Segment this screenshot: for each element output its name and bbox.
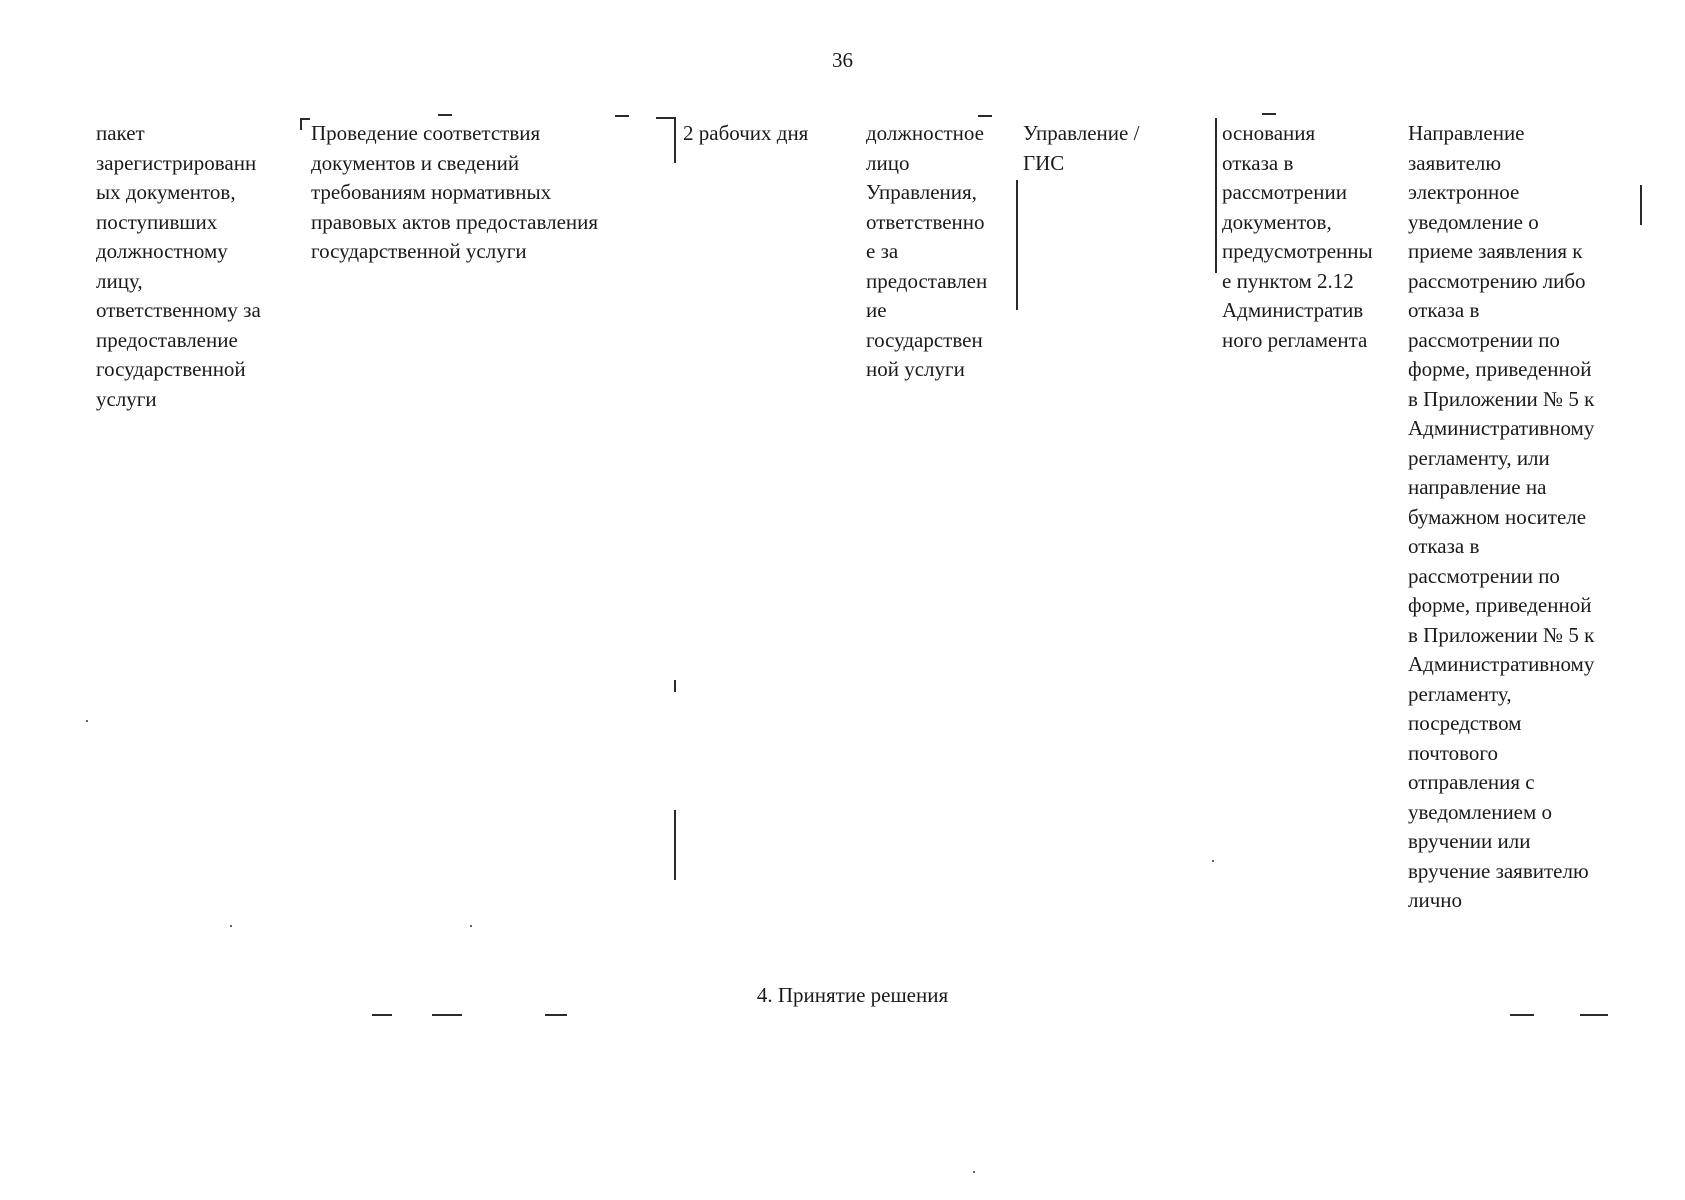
- cell-place: Управление / ГИС: [1023, 121, 1140, 175]
- cell-decision-criteria: основания отказа в рассмотрении документов, предусмотренны е пунктом 2.12 Административ ного регламента: [1222, 121, 1373, 352]
- rule-fragment: [1580, 1014, 1608, 1016]
- rule-fragment: [674, 680, 676, 692]
- rule-fragment: [438, 114, 452, 116]
- rule-fragment: [674, 118, 676, 163]
- rule-fragment: [1510, 1014, 1534, 1016]
- section-title: 4. Принятие решения: [756, 983, 949, 1007]
- rule-fragment: [372, 1014, 392, 1016]
- rule-fragment: [978, 115, 992, 117]
- scan-speck: [1212, 860, 1214, 862]
- rule-fragment: [1262, 113, 1276, 115]
- cell-responsible-official: должностное лицо Управления, ответственно е за предоставлен ие государствен ной услуги: [866, 121, 988, 381]
- rule-fragment: [545, 1014, 567, 1016]
- scan-speck: [973, 1171, 975, 1173]
- cell-procedure: Проведение соответствия документов и сведений требованиям нормативных правовых актов предоставления государственной услуги: [311, 121, 599, 263]
- rule-fragment: [1215, 118, 1217, 273]
- rule-fragment: [1640, 185, 1642, 225]
- cell-result-input: пакет зарегистрированн ых документов, поступивших должностному лицу, ответственному за предоставление государственной услуги: [96, 121, 261, 411]
- rule-fragment: [432, 1014, 462, 1016]
- rule-fragment: [674, 810, 676, 880]
- scan-speck: [230, 925, 232, 927]
- rule-fragment: [1016, 180, 1018, 310]
- cell-result: Направление заявителю электронное уведомление о приеме заявления к рассмотрению либо отказа в рассмотрении по форме, приведенной в Приложении № 5 к Административному регламенту, или направление на бумажном носителе отказа в рассмотрении по форме, приведенной в Приложении № 5 к Административному регламенту, посредством почтового отправления с уведомлением о вручении или вручение заявителю лично: [1408, 121, 1595, 912]
- rule-fragment: [300, 118, 302, 130]
- rule-fragment: [615, 115, 629, 117]
- cell-duration: 2 рабочих дня: [683, 121, 809, 145]
- page-number: 36: [832, 48, 853, 72]
- scan-speck: [86, 720, 88, 722]
- rule-fragment: [300, 118, 310, 120]
- scan-speck: [470, 925, 472, 927]
- rule-fragment: [656, 117, 676, 119]
